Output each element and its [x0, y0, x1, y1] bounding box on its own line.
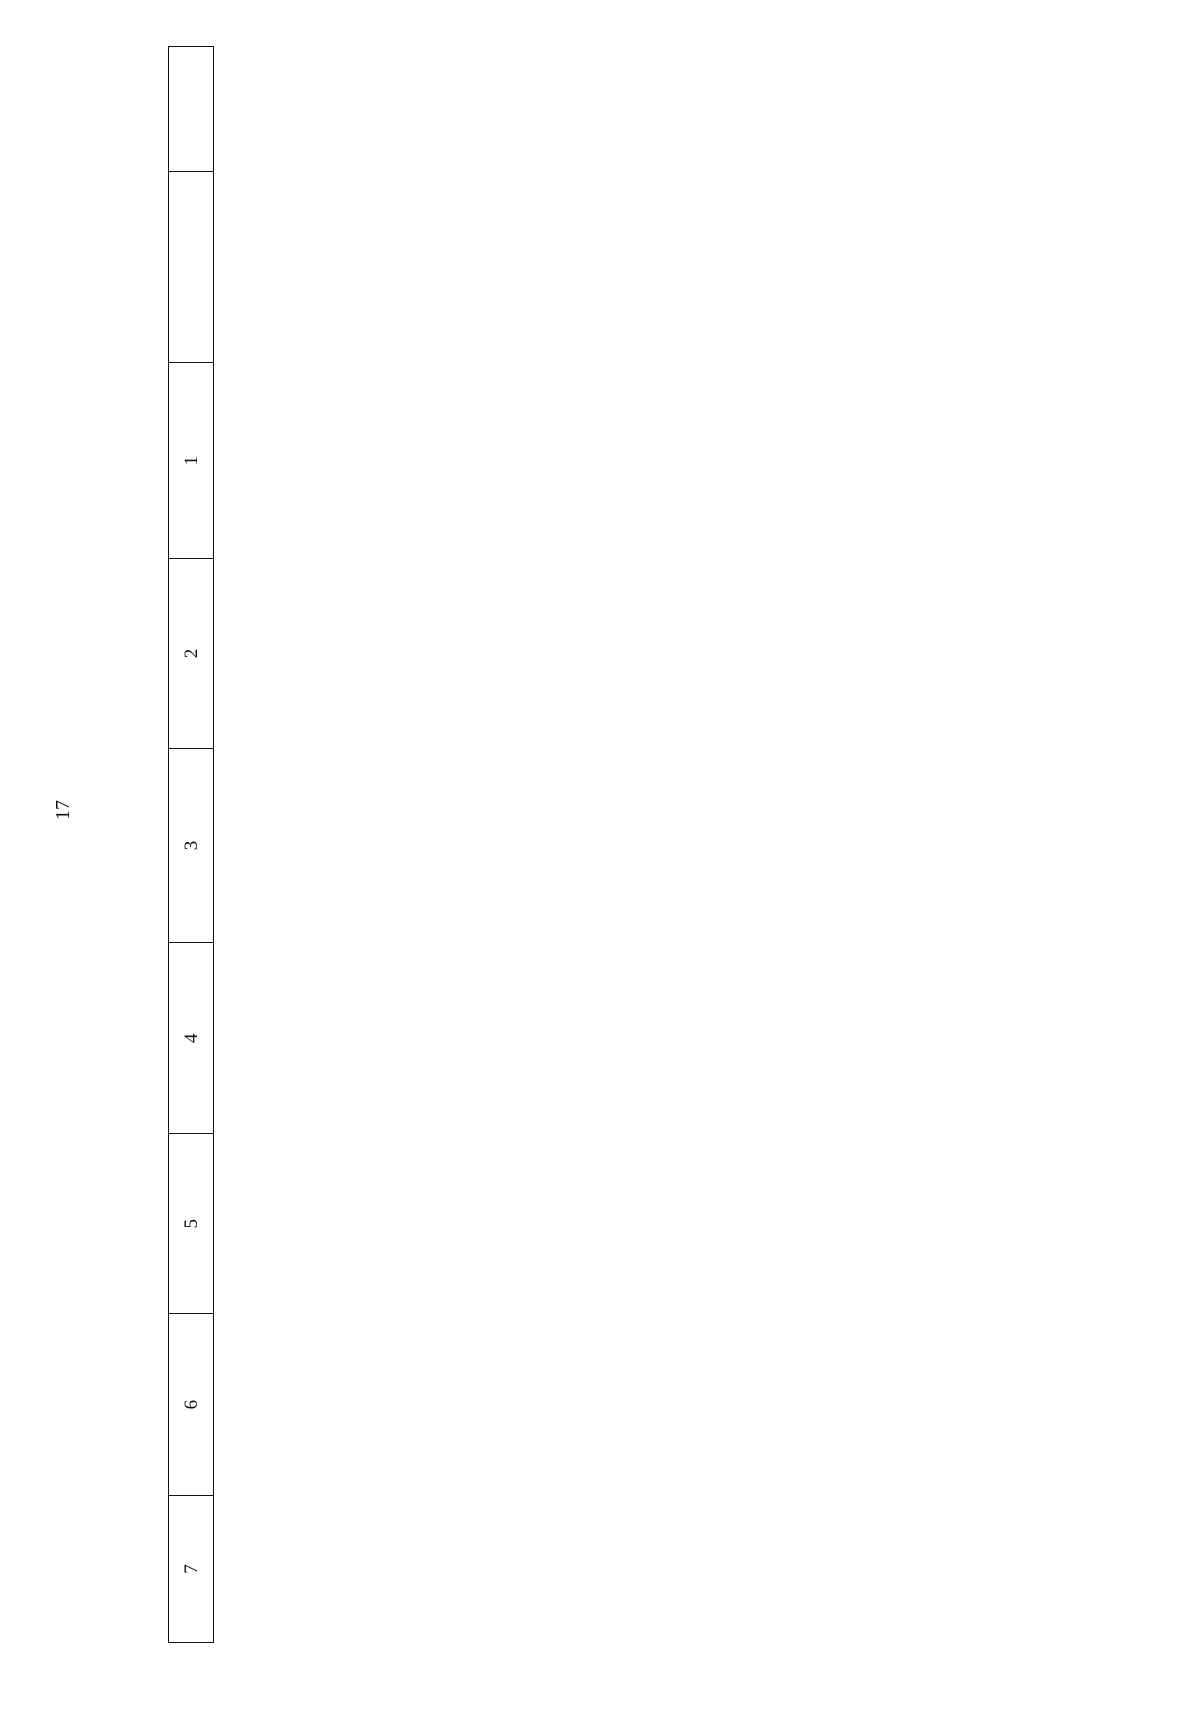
header-cell-4: 4 — [169, 943, 214, 1134]
header-cell-5: 5 — [169, 1134, 214, 1314]
header-cell-1: 1 — [169, 362, 214, 559]
header-cell-2: 2 — [169, 559, 214, 748]
page-number: 17 — [52, 800, 74, 820]
rotated-table-container — [168, 46, 1104, 1643]
header-cell-3: 3 — [169, 748, 214, 943]
header-row — [169, 47, 214, 1643]
header-cell-blank — [169, 47, 214, 172]
header-cell-blank — [169, 171, 214, 362]
header-cell-6: 6 — [169, 1314, 214, 1496]
header-cell-7: 7 — [169, 1496, 214, 1643]
budget-table — [168, 46, 214, 1643]
